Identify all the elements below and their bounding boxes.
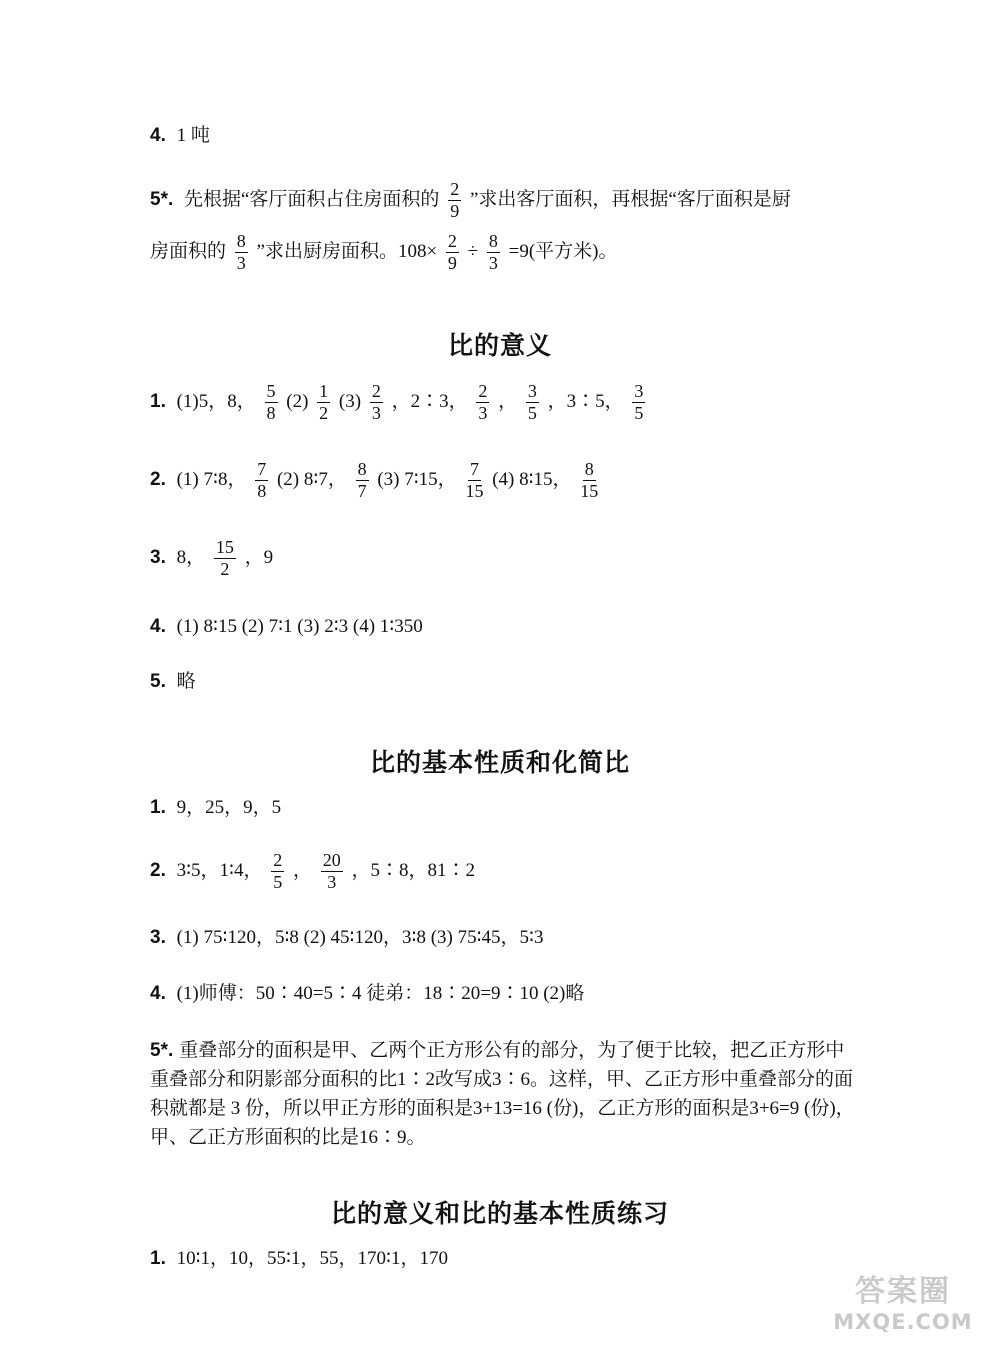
answer-text: 8， bbox=[176, 546, 206, 568]
fraction bbox=[476, 382, 489, 423]
item-number: 2. bbox=[150, 859, 166, 881]
numerator: 8 bbox=[357, 459, 367, 479]
answer-text: (1)师傅：50∶40=5∶4 徒弟：18∶20=9∶10 (2)略 bbox=[176, 983, 585, 1004]
watermark-site: MXQE.COM bbox=[833, 1310, 973, 1334]
numerator: 15 bbox=[215, 537, 234, 557]
numerator: 20 bbox=[322, 850, 341, 870]
answer-text: 房面积的 bbox=[150, 240, 227, 262]
answer-1 bbox=[150, 1249, 448, 1268]
answer-text: (1)5，8， bbox=[176, 390, 256, 412]
answer-text: (1) 7∶8， bbox=[176, 468, 247, 490]
denominator: 5 bbox=[634, 402, 644, 423]
denominator: 2 bbox=[319, 402, 329, 423]
answer-text: 10∶1，10，55∶1，55，170∶1，170 bbox=[176, 1248, 448, 1269]
denominator: 2 bbox=[220, 558, 230, 579]
denominator: 9 bbox=[447, 252, 457, 273]
answer-text: (4) 8∶15， bbox=[492, 468, 572, 490]
answer-1 bbox=[150, 382, 649, 423]
watermark-logo: 答案圈 bbox=[855, 1274, 951, 1309]
answer-text: (1) 8∶15 (2) 7∶1 (3) 2∶3 (4) 1∶350 bbox=[176, 616, 423, 637]
denominator: 3 bbox=[327, 871, 337, 892]
section-title: 比的基本性质和化简比 bbox=[369, 748, 630, 777]
answer-3 bbox=[150, 928, 544, 947]
answer-4 bbox=[150, 617, 423, 636]
item-number: 1. bbox=[150, 1248, 166, 1269]
numerator: 7 bbox=[257, 459, 267, 479]
denominator: 8 bbox=[266, 402, 276, 423]
numerator: 2 bbox=[478, 381, 488, 401]
fraction bbox=[214, 538, 236, 579]
denominator: 8 bbox=[257, 480, 267, 501]
fraction bbox=[465, 460, 483, 501]
item-number: 3. bbox=[150, 927, 166, 948]
fraction bbox=[271, 851, 284, 892]
denominator: 3 bbox=[478, 402, 488, 423]
numerator: 2 bbox=[273, 850, 283, 870]
answer-2 bbox=[150, 460, 602, 501]
answer-4-ton bbox=[150, 126, 210, 145]
answer-text: (1) 75∶120，5∶8 (2) 45∶120，3∶8 (3) 75∶45，5∶3 bbox=[176, 927, 544, 948]
answer-text: (2) 8∶7， bbox=[276, 468, 347, 490]
fraction bbox=[526, 382, 539, 423]
watermark bbox=[828, 1266, 978, 1344]
answer-5 bbox=[150, 672, 196, 691]
denominator: 15 bbox=[580, 480, 599, 501]
denominator: 5 bbox=[273, 871, 283, 892]
fraction bbox=[448, 180, 461, 221]
answer-text: ，5∶8，81∶2 bbox=[351, 859, 476, 881]
item-number: 5*. bbox=[150, 188, 174, 210]
fraction bbox=[632, 382, 645, 423]
fraction bbox=[255, 460, 268, 501]
answer-text: 重叠部分的面积是甲、乙两个正方形公有的部分，为了便于比较，把乙正方形中重叠部分和阴影部分面积的比1∶2改写成3∶6。这样，甲、乙正方形中重叠部分的面积就都是 3 份，所以甲正方形的面积是3+13=16 (份)，乙正方形的面积是3+6=9 (份)，甲、乙正方形面积的比是16∶9。 bbox=[150, 1040, 855, 1148]
answer-text: 9，25，9，5 bbox=[176, 797, 282, 818]
numerator: 8 bbox=[488, 231, 498, 251]
answer-4 bbox=[150, 984, 584, 1003]
answer-text: ”求出厨房面积。108× bbox=[256, 240, 438, 262]
numerator: 7 bbox=[469, 459, 479, 479]
item-number: 2. bbox=[150, 468, 166, 490]
denominator: 3 bbox=[371, 402, 381, 423]
answer-3 bbox=[150, 538, 273, 579]
denominator: 15 bbox=[465, 480, 484, 501]
answer-text: =9(平方米)。 bbox=[508, 240, 618, 262]
answer-text: 3∶5，1∶4， bbox=[176, 859, 263, 881]
numerator: 5 bbox=[266, 381, 276, 401]
fraction bbox=[370, 382, 383, 423]
denominator: 7 bbox=[357, 480, 367, 501]
fraction bbox=[356, 460, 369, 501]
answer-text: (3) bbox=[338, 390, 362, 412]
section-title: 比的意义 bbox=[447, 331, 552, 360]
item-number: 5*. bbox=[150, 1040, 174, 1061]
answer-text: ，2∶3， bbox=[391, 390, 468, 412]
answer-5-line1 bbox=[150, 180, 791, 221]
answer-text: ， bbox=[498, 390, 518, 412]
answer-5-line2 bbox=[150, 232, 617, 273]
answer-2 bbox=[150, 851, 475, 892]
fraction bbox=[317, 382, 330, 423]
item-number: 4. bbox=[150, 983, 166, 1004]
item-number: 3. bbox=[150, 546, 166, 568]
denominator: 3 bbox=[236, 252, 246, 273]
fraction bbox=[321, 851, 343, 892]
item-number: 1. bbox=[150, 390, 166, 412]
answer-text: ÷ bbox=[467, 240, 479, 262]
numerator: 8 bbox=[236, 231, 246, 251]
answer-1 bbox=[150, 798, 281, 817]
answer-text: (2) bbox=[286, 390, 309, 412]
answer-text: (3) 7∶15， bbox=[377, 468, 457, 490]
item-number: 4. bbox=[150, 616, 166, 637]
item-number: 5. bbox=[150, 671, 166, 692]
numerator: 1 bbox=[319, 381, 329, 401]
item-number: 4. bbox=[150, 125, 166, 146]
fraction bbox=[446, 232, 459, 273]
numerator: 3 bbox=[634, 381, 644, 401]
numerator: 2 bbox=[371, 381, 381, 401]
answer-text: 略 bbox=[176, 671, 196, 692]
answer-text: ，9 bbox=[244, 546, 274, 568]
numerator: 8 bbox=[584, 459, 594, 479]
answer-text: ， bbox=[293, 859, 313, 881]
answer-text: 先根据“客厅面积占住房面积的 bbox=[184, 188, 440, 210]
answer-text: ”求出客厅面积，再根据“客厅面积是厨 bbox=[469, 188, 791, 210]
answer-text: 1 吨 bbox=[176, 125, 210, 146]
numerator: 2 bbox=[447, 231, 457, 251]
answer-text: ，3∶5， bbox=[547, 390, 624, 412]
item-number: 1. bbox=[150, 797, 166, 818]
numerator: 3 bbox=[527, 381, 537, 401]
fraction bbox=[265, 382, 278, 423]
denominator: 5 bbox=[527, 402, 537, 423]
denominator: 3 bbox=[488, 252, 498, 273]
section-title: 比的意义和比的基本性质练习 bbox=[330, 1199, 669, 1228]
fraction bbox=[580, 460, 598, 501]
fraction bbox=[487, 232, 500, 273]
numerator: 2 bbox=[450, 179, 460, 199]
fraction bbox=[235, 232, 248, 273]
denominator: 9 bbox=[450, 200, 460, 221]
answer-5-paragraph bbox=[150, 1036, 855, 1152]
